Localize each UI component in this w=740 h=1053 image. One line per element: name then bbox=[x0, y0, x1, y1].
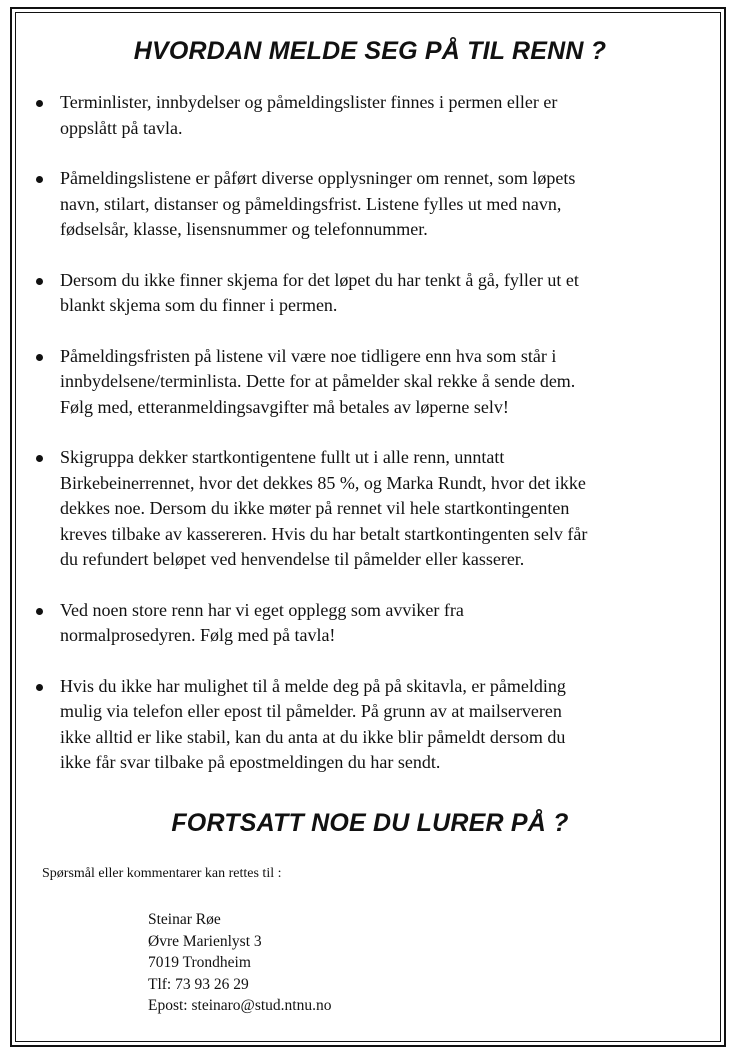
list-item-line: Birkebeinerrennet, hvor det dekkes 85 %, og Marka Rundt, hvor det ikke bbox=[60, 472, 586, 493]
list-item-line: fødselsår, klasse, lisensnummer og telefonnummer. bbox=[60, 219, 428, 239]
instruction-list bbox=[34, 90, 704, 801]
list-item-line: navn, stilart, distanser og påmeldingsfrist. Listene fylles ut med navn, bbox=[60, 193, 562, 214]
list-item bbox=[34, 598, 704, 649]
list-item bbox=[34, 268, 704, 319]
list-item bbox=[34, 166, 704, 243]
bullet-icon bbox=[36, 608, 43, 615]
list-item bbox=[34, 90, 704, 141]
bullet-icon bbox=[36, 100, 43, 107]
bullet-icon bbox=[36, 354, 43, 361]
list-item-line: mulig via telefon eller epost til påmelder. På grunn av at mailserveren bbox=[60, 701, 562, 721]
list-item-line: oppslått på tavla. bbox=[60, 117, 183, 138]
list-item-line: dekkes noe. Dersom du ikke møter på rennet vil hele startkontingenten bbox=[60, 498, 570, 518]
list-item-line: ikke alltid er like stabil, kan du anta at du ikke blir påmeldt dersom du bbox=[60, 726, 566, 747]
contact-email: Epost: steinaro@stud.ntnu.no bbox=[148, 997, 332, 1014]
bullet-icon bbox=[36, 684, 43, 691]
contact-street: Øvre Marienlyst 3 bbox=[148, 932, 262, 950]
list-item-line: Dersom du ikke finner skjema for det løpet du har tenkt å gå, fyller ut et bbox=[60, 269, 579, 290]
list-item bbox=[34, 674, 704, 776]
list-item-line: kreves tilbake av kassereren. Hvis du har betalt startkontingenten selv får bbox=[60, 523, 588, 544]
contact-phone: Tlf: 73 93 26 29 bbox=[148, 975, 249, 993]
list-item-line: normalprosedyren. Følg med på tavla! bbox=[60, 625, 336, 645]
page-title: HVORDAN MELDE SEG PÅ TIL RENN ? bbox=[133, 37, 607, 65]
list-item-line: blankt skjema som du finner i permen. bbox=[60, 295, 338, 315]
list-item-line: Påmeldingsfristen på listene vil være noe tidligere enn hva som står i bbox=[60, 345, 557, 366]
contact-city: 7019 Trondheim bbox=[148, 954, 251, 971]
list-item-line: Terminlister, innbydelser og påmeldingslister finnes i permen eller er bbox=[60, 92, 558, 112]
contact-address bbox=[148, 909, 331, 1017]
list-item-line: ikke får svar tilbake på epostmeldingen du har sendt. bbox=[60, 752, 441, 772]
contact-name: Steinar Røe bbox=[148, 911, 221, 928]
list-item-line: Ved noen store renn har vi eget opplegg som avviker fra bbox=[60, 599, 464, 620]
list-item-line: Påmeldingslistene er påført diverse opplysninger om rennet, som løpets bbox=[60, 168, 576, 188]
section-subtitle: FORTSATT NOE DU LURER PÅ ? bbox=[171, 809, 569, 837]
list-item-line: innbydelsene/terminlista. Dette for at påmelder skal rekke å sende dem. bbox=[60, 371, 576, 391]
bullet-icon bbox=[36, 176, 43, 183]
contact-intro: Spørsmål eller kommentarer kan rettes til : bbox=[42, 866, 282, 881]
list-item-line: Skigruppa dekker startkontigentene fullt ut i alle renn, unntatt bbox=[60, 447, 505, 467]
list-item bbox=[34, 445, 704, 573]
bullet-icon bbox=[36, 455, 43, 462]
list-item bbox=[34, 344, 704, 421]
list-item-line: Hvis du ikke har mulighet til å melde deg på på skitavla, er påmelding bbox=[60, 675, 566, 696]
list-item-line: Følg med, etteranmeldingsavgifter må betales av løperne selv! bbox=[60, 396, 509, 417]
list-item-line: du refundert beløpet ved henvendelse til påmelder eller kasserer. bbox=[60, 549, 525, 569]
bullet-icon bbox=[36, 278, 43, 285]
